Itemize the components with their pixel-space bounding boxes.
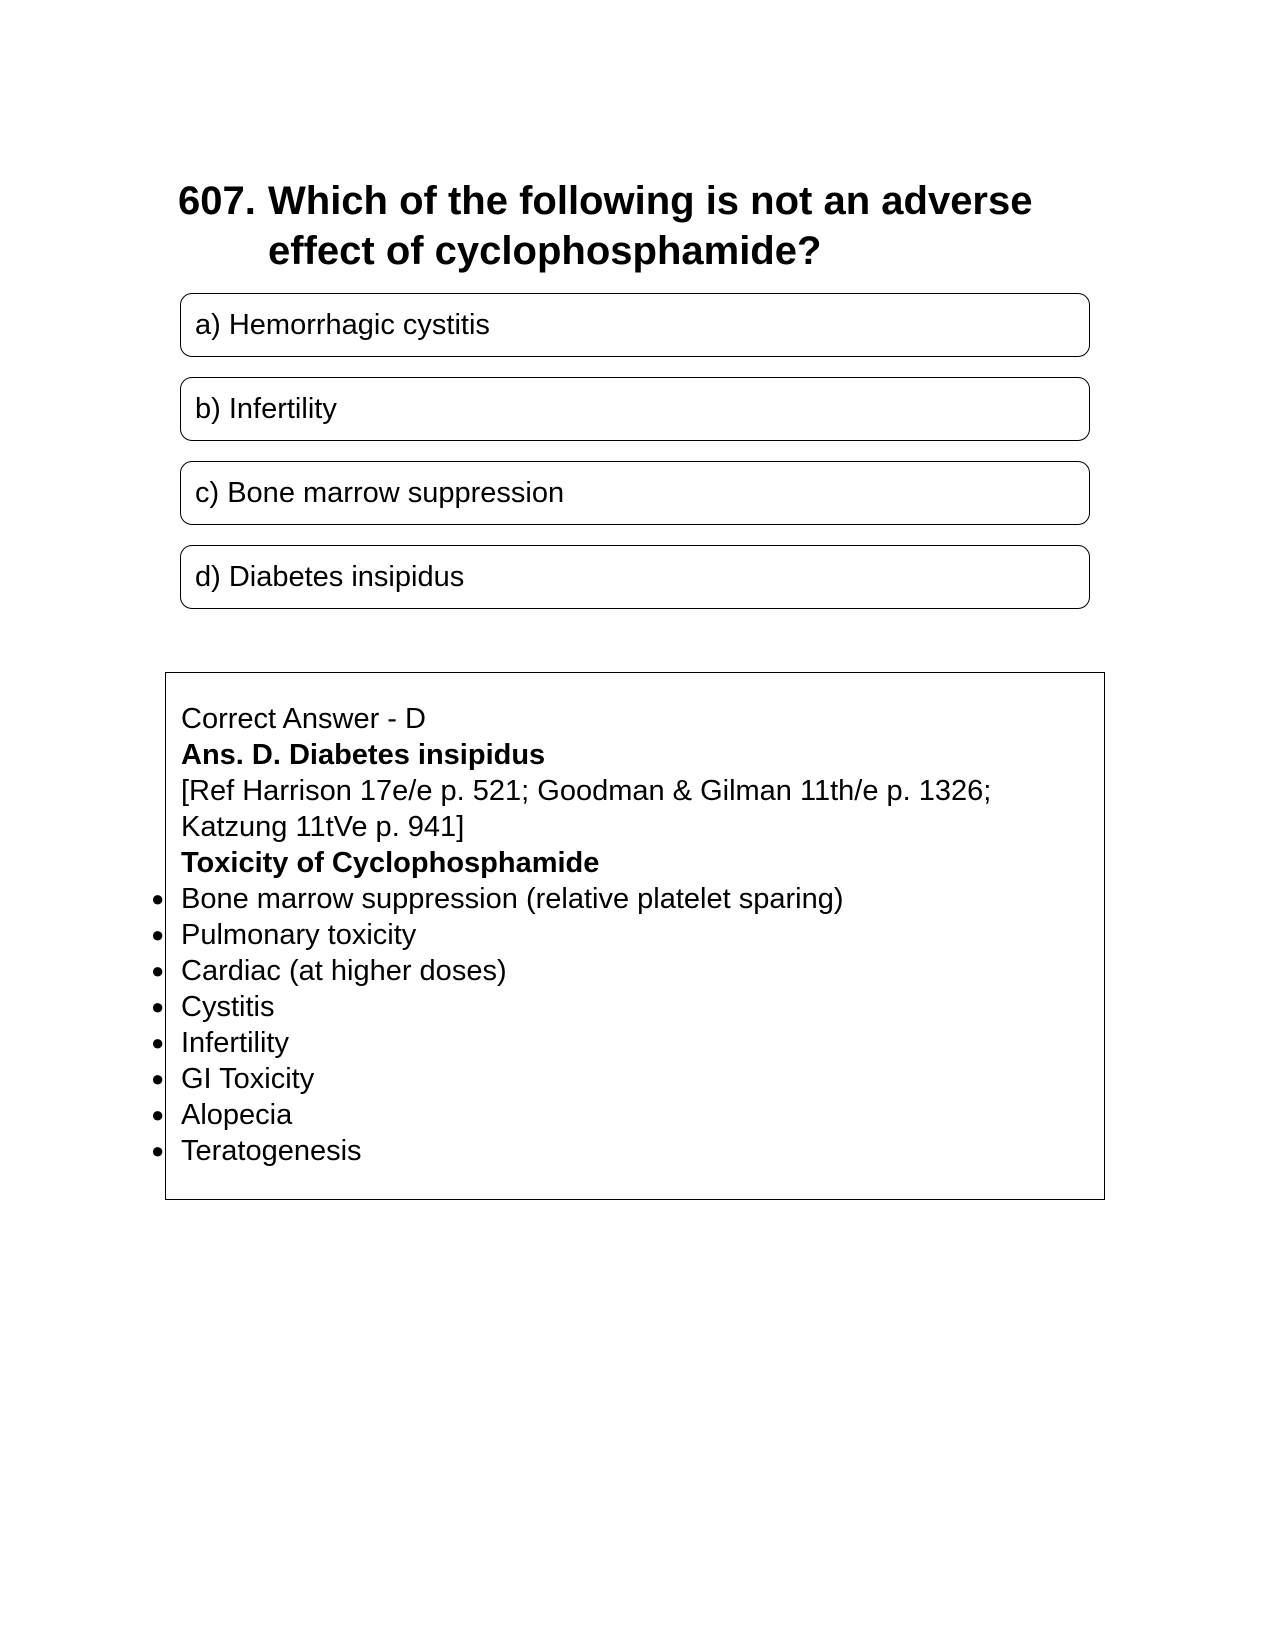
answer-heading: Ans. D. Diabetes insipidus xyxy=(181,739,546,771)
list-item: ● Infertility xyxy=(151,1027,289,1059)
bullet-icon: ● xyxy=(151,1138,165,1163)
reference-line-2: Katzung 11tVe p. 941] xyxy=(181,811,465,843)
list-item: ● Teratogenesis xyxy=(151,1135,362,1167)
list-item: ● Cystitis xyxy=(151,991,275,1023)
reference-line-1: [Ref Harrison 17e/e p. 521; Goodman & Gilman 11th/e p. 1326; xyxy=(181,775,992,807)
option-b[interactable]: b) Infertility xyxy=(180,377,1090,441)
correct-answer: Correct Answer - D xyxy=(181,703,426,735)
list-item: ● Cardiac (at higher doses) xyxy=(151,955,507,987)
bullet-icon: ● xyxy=(151,1102,165,1127)
bullet-icon: ● xyxy=(151,886,165,911)
bullet-icon: ● xyxy=(151,1066,165,1091)
bullet-icon: ● xyxy=(151,958,165,983)
option-a[interactable]: a) Hemorrhagic cystitis xyxy=(180,293,1090,357)
list-item: ● Bone marrow suppression (relative platelet sparing) xyxy=(151,883,844,915)
question-heading xyxy=(178,176,1098,276)
answer-explanation xyxy=(151,701,1081,1169)
bullet-icon: ● xyxy=(151,922,165,947)
option-c[interactable]: c) Bone marrow suppression xyxy=(180,461,1090,525)
question-text: Which of the following is not an adverse effect of cyclophosphamide? xyxy=(268,179,1033,273)
bullet-icon: ● xyxy=(151,1030,165,1055)
toxicity-title: Toxicity of Cyclophosphamide xyxy=(181,847,600,879)
bullet-icon: ● xyxy=(151,994,165,1019)
list-item: ● Pulmonary toxicity xyxy=(151,919,417,951)
list-item: ● GI Toxicity xyxy=(151,1063,315,1095)
option-d[interactable]: d) Diabetes insipidus xyxy=(180,545,1090,609)
toxicity-list xyxy=(151,881,1081,1169)
list-item: ● Alopecia xyxy=(151,1099,293,1131)
question-number: 607. xyxy=(178,179,256,223)
